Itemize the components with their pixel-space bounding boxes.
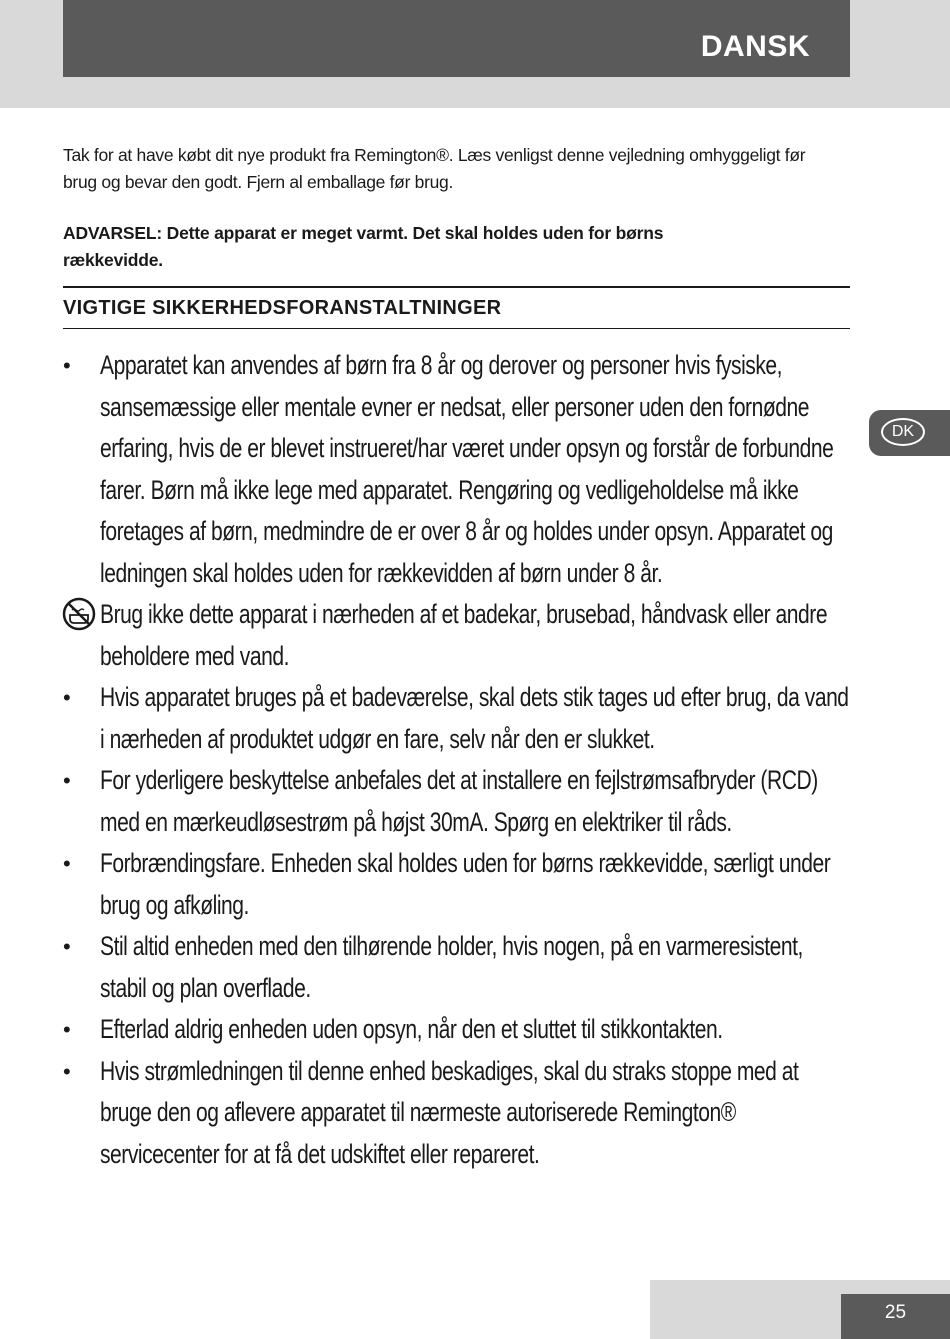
list-item-text: Hvis apparatet bruges på et badeværelse, skal dets stik tages ud efter brug, da vand i nærheden af produktet udgør en fare, selv når den er slukket. [100,682,849,754]
language-title: DANSK [700,30,810,63]
list-item [63,1009,863,1051]
list-item-text: Forbrændingsfare. Enheden skal holdes uden for børns rækkevidde, særligt under brug og afkøling. [100,848,831,920]
intro-paragraph: Tak for at have købt dit nye produkt fra Remington®. Læs venligst denne vejledning omhyggeligt før brug og bevar den godt. Fjern al emballage før brug. [63,145,806,192]
safety-list [63,345,863,1175]
list-item-text: Apparatet kan anvendes af børn fra 8 år og derover og personer hvis fysiske, sansemæssige eller mentale evner er nedsat, eller personer uden den fornødne erfaring, hvis de er blevet instrueret/har været under opsyn og forstår de forbundne farer. Børn må ikke lege med apparatet. Rengøring og vedligeholdelse må ikke foretages af børn, medmindre de er over 8 år og holdes under opsyn. Apparatet og ledningen skal holdes uden for rækkevidden af børn under 8 år. [100,350,834,588]
list-item-text: Hvis strømledningen til denne enhed beskadiges, skal du straks stoppe med at bruge den og aflevere apparatet til nærmeste autoriserede Remington® servicecenter for at få det udskiftet eller repareret. [100,1055,799,1169]
bullet: • [63,934,71,959]
warning-paragraph: ADVARSEL: Dette apparat er meget varmt. Det skal holdes uden for børns rækkevidde. [63,223,664,270]
list-item [63,926,863,1009]
bullet: • [63,353,71,378]
list-item-text: Brug ikke dette apparat i nærheden af et badekar, brusebad, håndvask eller andre beholdere med vand. [100,599,828,671]
list-item [63,843,863,926]
list-item [63,760,863,843]
bullet: • [63,1017,71,1042]
no-water-icon [62,597,96,631]
language-tab-label: DK [881,418,925,446]
language-header [63,0,850,77]
section-heading [63,286,850,329]
list-item-text: Stil altid enheden med den tilhørende holder, hvis nogen, på en varmeresistent, stabil og plan overflade. [100,931,803,1003]
bullet: • [63,768,71,793]
list-item-text: Efterlad aldrig enheden uden opsyn, når den et sluttet til stikkontakten. [100,1014,723,1044]
list-item [63,345,863,594]
list-item [63,594,863,677]
section-title: VIGTIGE SIKKERHEDSFORANSTALTNINGER [63,297,502,319]
bullet: • [63,1058,71,1084]
list-item-text: For yderligere beskyttelse anbefales det at installere en fejlstrømsafbryder (RCD) med en mærkeudløsestrøm på højst 30mA. Spørg en elektriker til råds. [100,765,818,837]
list-item [63,1051,863,1176]
bullet: • [63,851,71,876]
bullet: • [63,685,71,710]
list-item [63,677,863,760]
page-number: 25 [841,1294,950,1339]
